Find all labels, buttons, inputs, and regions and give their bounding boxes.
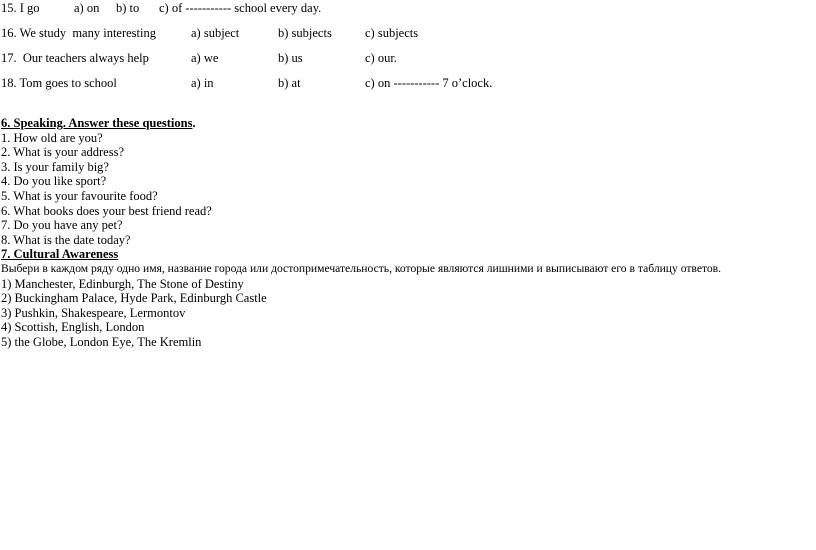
option-b: b) subjects	[278, 26, 332, 40]
speaking-question: 6. What books does your best friend read?	[1, 203, 212, 218]
speaking-question: 3. Is your family big?	[1, 159, 109, 174]
option-b: b) to	[116, 1, 140, 15]
speaking-question: 5. What is your favourite food?	[1, 188, 158, 203]
option-c: c) of ----------- school every day.	[159, 1, 322, 15]
question-text: 16. We study many interesting	[1, 26, 156, 40]
question-text: 18. Tom goes to school	[1, 76, 117, 90]
question-text: 17. Our teachers always help	[1, 51, 149, 65]
cultural-item: 1) Manchester, Edinburgh, The Stone of Destiny	[1, 276, 244, 291]
speaking-heading: 6. Speaking. Answer these questions	[1, 116, 193, 130]
speaking-section	[1, 116, 813, 247]
option-a: a) subject	[191, 26, 240, 40]
option-a: a) on	[74, 1, 100, 15]
speaking-heading-line	[1, 116, 813, 131]
cultural-item: 5) the Globe, London Eye, The Kremlin	[1, 334, 202, 349]
option-a: a) in	[191, 76, 214, 90]
speaking-question: 7. Do you have any pet?	[1, 218, 123, 233]
speaking-question: 2. What is your address?	[1, 145, 125, 160]
option-c: c) our.	[365, 51, 397, 65]
cultural-item: 3) Pushkin, Shakespeare, Lermontov	[1, 305, 186, 320]
speaking-question: 8. What is the date today?	[1, 232, 131, 247]
cultural-section	[1, 247, 813, 349]
cultural-item: 4) Scottish, English, London	[1, 320, 145, 335]
option-a: a) we	[191, 51, 219, 65]
cultural-instruction: Выбери в каждом ряду одно имя, название города или достопримечательность, которые являются лишними и выписывают его в таблицу ответов.	[1, 261, 722, 275]
question-text: 15. I go	[1, 1, 40, 15]
speaking-heading-period: .	[192, 116, 196, 130]
option-b: b) at	[278, 76, 301, 90]
cultural-item: 2) Buckingham Palace, Hyde Park, Edinburgh Castle	[1, 291, 267, 306]
cultural-heading: 7. Cultural Awareness	[1, 247, 119, 262]
option-c: c) on ----------- 7 o’clock.	[365, 76, 493, 90]
speaking-question: 1. How old are you?	[1, 130, 103, 145]
option-b: b) us	[278, 51, 303, 65]
option-c: c) subjects	[365, 26, 419, 40]
speaking-question: 4. Do you like sport?	[1, 174, 107, 189]
